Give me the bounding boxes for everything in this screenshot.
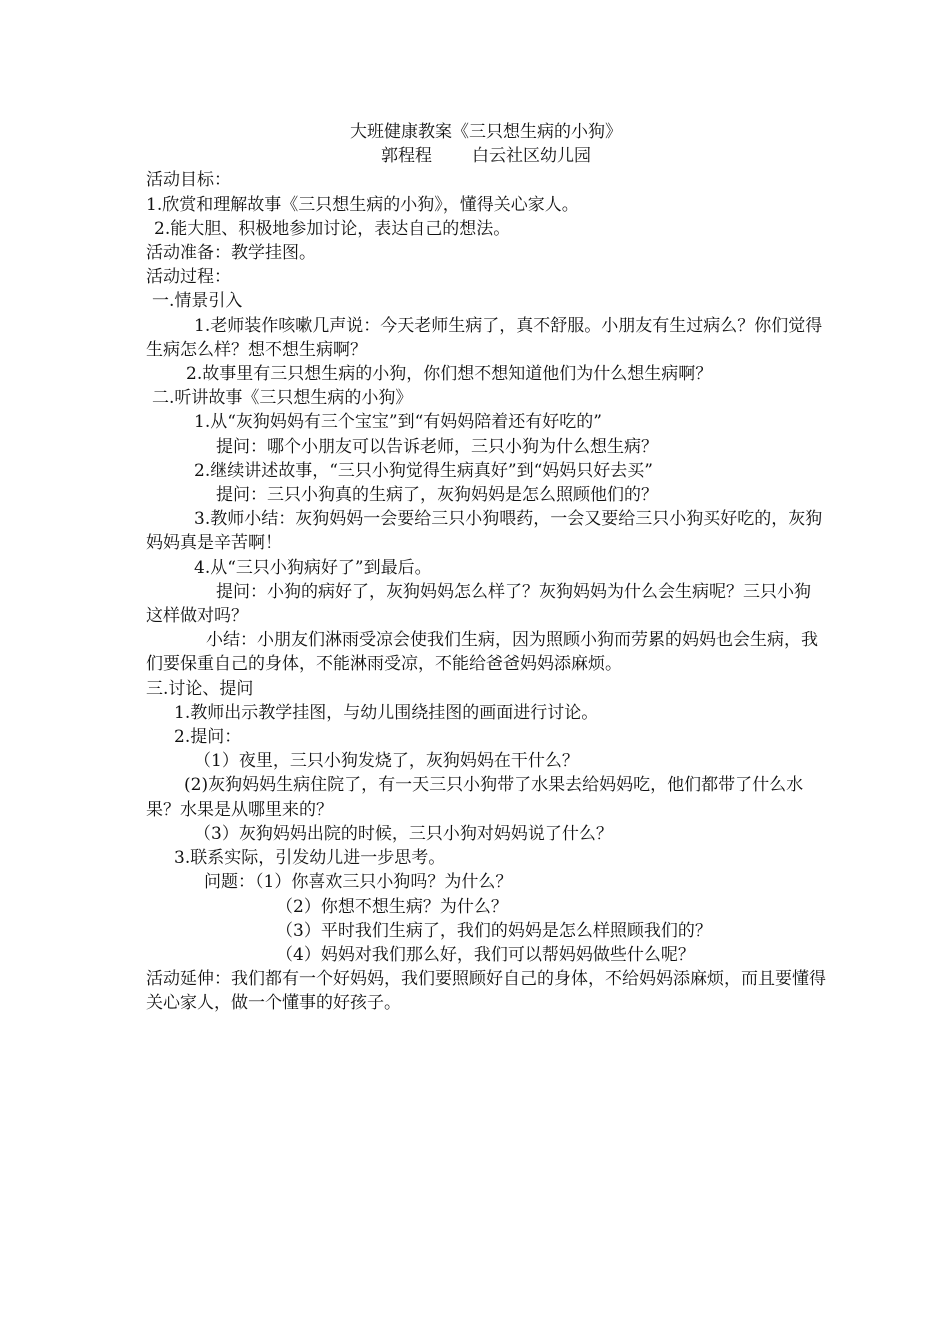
section-2-item-4: 4.从“三只小狗病好了”到最后。 — [194, 557, 432, 578]
section-2-summary: 小结：小朋友们淋雨受凉会使我们生病，因为照顾小狗而劳累的妈妈也会生病，我们要保重自己的身体，不能淋雨受凉，不能给爸爸妈妈添麻烦。 — [146, 630, 818, 675]
section-2-question-1: 提问：哪个小朋友可以告诉老师，三只小狗为什么想生病？ — [216, 436, 658, 457]
section-3-question-1: （1）夜里，三只小狗发烧了，灰狗妈妈在干什么？ — [194, 751, 579, 772]
issue-item-4: （4）妈妈对我们那么好，我们可以帮妈妈做些什么呢？ — [276, 944, 695, 965]
section-2-question-2: 提问：三只小狗真的生病了，灰狗妈妈是怎么照顾他们的？ — [216, 485, 658, 506]
issue-label: 问题： — [204, 872, 255, 893]
section-3-item-2: 2.提问： — [174, 727, 242, 748]
issue-item-3: （3）平时我们生病了，我们的妈妈是怎么样照顾我们的？ — [276, 920, 712, 941]
section-2-item-2: 2.继续讲述故事，“三只小狗觉得生病真好”到“妈妈只好去买” — [194, 460, 653, 481]
preparation: 活动准备：教学挂图。 — [146, 243, 316, 264]
section-3-item-3: 3.联系实际，引发幼儿进一步思考。 — [174, 848, 446, 869]
document-title: 大班健康教案《三只想生病的小狗》 — [350, 122, 622, 142]
document-page — [146, 120, 826, 1016]
section-3-question-3: （3）灰狗妈妈出院的时候，三只小狗对妈妈说了什么？ — [194, 823, 613, 844]
activity-extension: 活动延伸：我们都有一个好妈妈，我们要照顾好自己的身体，不给妈妈添麻烦，而且要懂得关心家人，做一个懂事的好孩子。 — [146, 969, 826, 1014]
process-heading: 活动过程： — [146, 267, 231, 288]
section-2-heading: 二.听讲故事《三只想生病的小狗》 — [152, 388, 413, 409]
section-1-item-2: 2.故事里有三只想生病的小狗，你们想不想知道他们为什么想生病啊？ — [186, 364, 713, 385]
section-2-item-3: 3.教师小结：灰狗妈妈一会要给三只小狗喂药，一会又要给三只小狗买好吃的，灰狗妈妈真是辛苦啊！ — [146, 509, 823, 554]
section-2-item-1: 1.从“灰狗妈妈有三个宝宝”到“有妈妈陪着还有好吃的” — [194, 412, 602, 433]
section-3-issue-row-1 — [146, 870, 826, 894]
section-1-heading: 一.情景引入 — [152, 291, 243, 312]
section-3-heading: 三.讨论、提问 — [146, 678, 254, 699]
section-1-item-1: 1.老师装作咳嗽几声说：今天老师生病了，真不舒服。小朋友有生过病么？你们觉得生病怎么样？想不想生病啊？ — [146, 315, 823, 360]
author-line — [146, 144, 826, 168]
school-name: 白云社区幼儿园 — [472, 146, 591, 167]
goal-item-2: 2.能大胆、积极地参加讨论，表达自己的想法。 — [154, 218, 511, 239]
section-3-item-1: 1.教师出示教学挂图，与幼儿围绕挂图的画面进行讨论。 — [174, 702, 599, 723]
goal-item-1: 1.欣赏和理解故事《三只想生病的小狗》，懂得关心家人。 — [146, 194, 579, 215]
section-3-question-2: (2)灰狗妈妈生病住院了，有一天三只小狗带了水果去给妈妈吃，他们都带了什么水果？水果是从哪里来的？ — [146, 775, 804, 820]
issue-item-2: （2）你想不想生病？为什么？ — [276, 896, 508, 917]
author-name: 郭程程 — [381, 146, 432, 167]
issue-item-1: （1）你喜欢三只小狗吗？为什么？ — [255, 872, 513, 893]
goals-heading: 活动目标： — [146, 170, 231, 191]
section-2-question-4: 提问：小狗的病好了，灰狗妈妈怎么样了？灰狗妈妈为什么会生病呢？三只小狗这样做对吗？ — [146, 581, 811, 627]
